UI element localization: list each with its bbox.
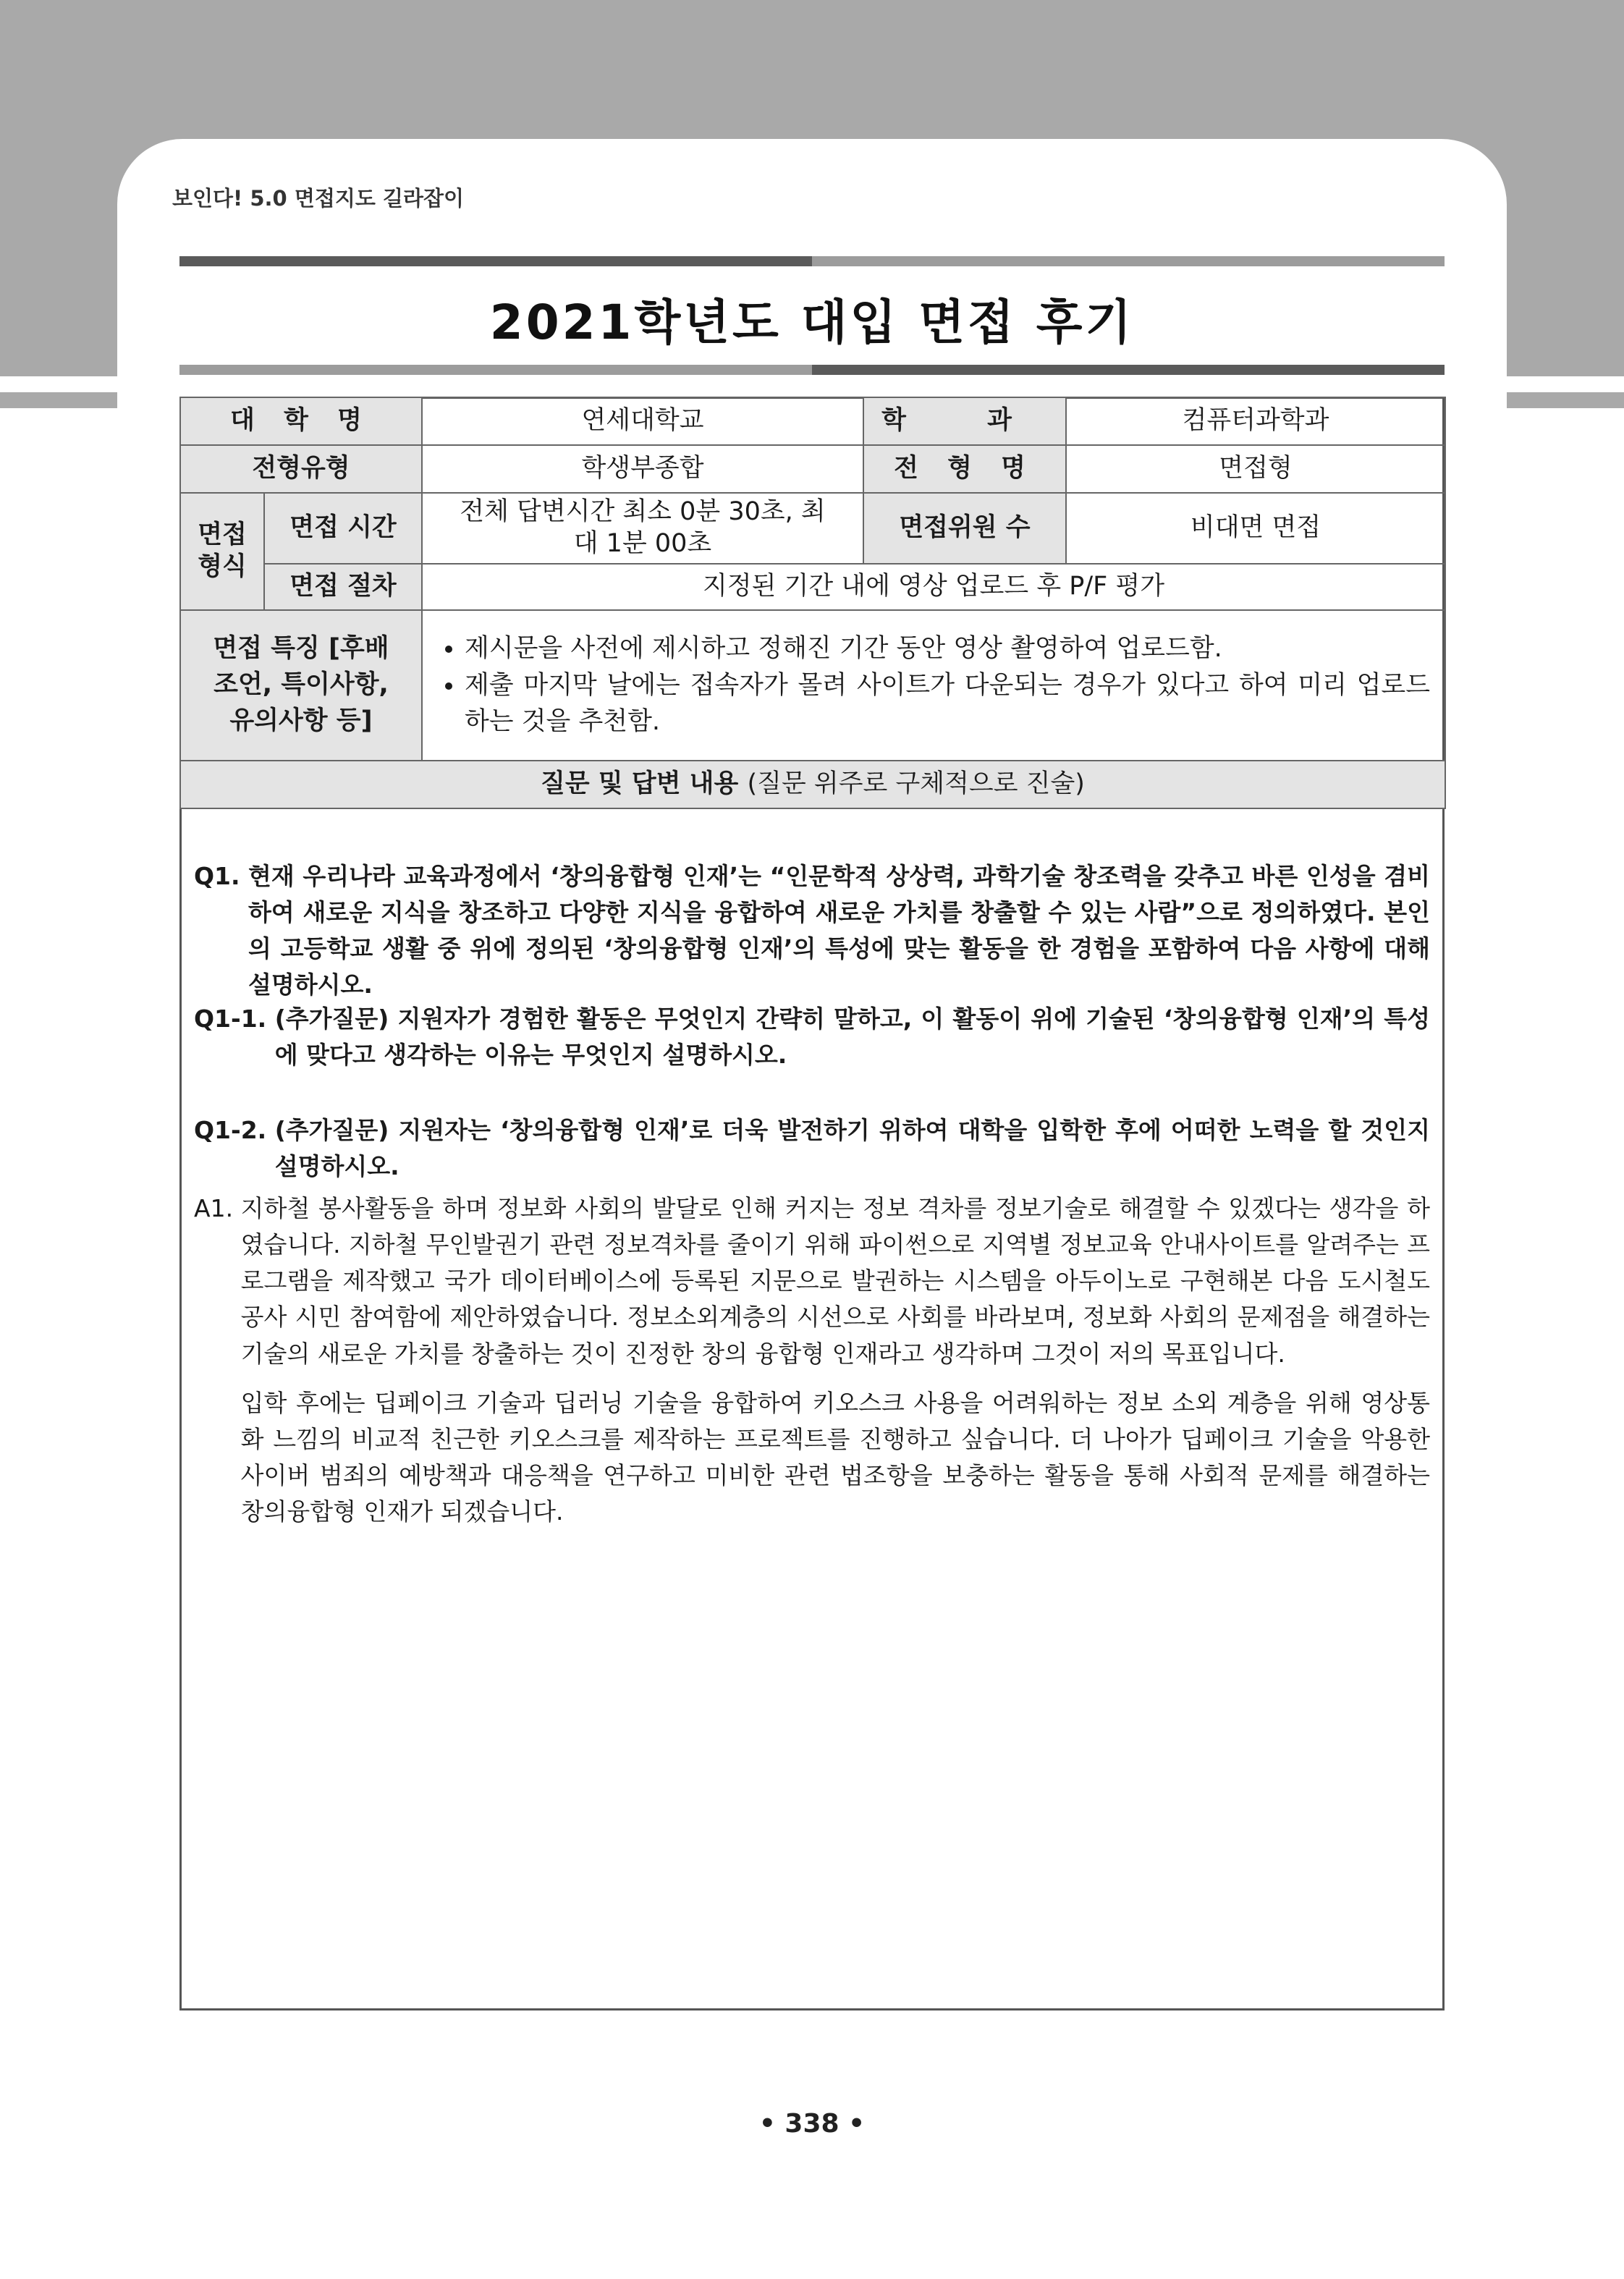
info-row-admission-type — [180, 445, 1445, 493]
interview-time-value: 전체 답변시간 최소 0분 30초, 최대 1분 00초 — [422, 493, 863, 564]
interview-time-label: 면접 시간 — [264, 493, 422, 564]
university-label: 대 학 명 — [180, 397, 422, 445]
info-row-university — [180, 397, 1445, 445]
interview-procedure-label: 면접 절차 — [264, 564, 422, 610]
department-value: 컴퓨터과학과 — [1066, 397, 1445, 445]
interview-features-label: 면접 특징 [후배조언, 특이사항, 유의사항 등] — [180, 610, 422, 761]
title-rule-bottom — [179, 365, 1445, 375]
panel-count-value: 비대면 면접 — [1066, 493, 1445, 564]
university-value: 연세대학교 — [422, 397, 863, 445]
question-number: Q1-2. — [194, 1116, 275, 1144]
left-margin-strip — [0, 392, 117, 408]
admission-name-label: 전 형 명 — [863, 445, 1066, 493]
qa-section-header — [180, 761, 1445, 808]
answer-number: A1. — [194, 1194, 241, 1222]
page-number: • 338 • — [758, 2109, 866, 2139]
question-number: Q1. — [194, 862, 249, 890]
answer-paragraph: 입학 후에는 딥페이크 기술과 딥러닝 기술을 융합하여 키오스크 사용을 어려워하는 정보 소외 계층을 위해 영상통화 느낌의 비교적 친근한 키오스크를 제작하는 프로젝트를 진행하고 싶습니다. 더 나아가 딥페이크 기술을 악용한 사이버 범죄의 예방책과 대응책을 연구하고 미비한 관련 법조항을 보충하는 활동을 통해 사회적 문제를 해결하는 창의융합형 인재가 되겠습니다. — [240, 1388, 1430, 1526]
department-label: 학 과 — [863, 397, 1066, 445]
right-margin-strip — [1507, 392, 1624, 408]
admission-type-label: 전형유형 — [180, 445, 422, 493]
running-header: 보인다! 5.0 면접지도 길라잡이 — [172, 186, 465, 211]
question-text: 현재 우리나라 교육과정에서 ‘창의융합형 인재’는 “인문학적 상상력, 과학기술 창조력을 갖추고 바른 인성을 겸비하여 새로운 지식을 창조하고 다양한 지식을 융합하여 새로운 가치를 창출할 수 있는 사람”으로 정의하였다. 본인의 고등학교 생활 중 위에 정의된 ‘창의융합형 인재’의 특성에 맞는 활동을 한 경험을 포함하여 다음 사항에 대해 설명하시오. — [248, 862, 1430, 999]
answer-a1 — [194, 1191, 1430, 1543]
question-text: (추가질문) 지원자는 ‘창의융합형 인재’로 더욱 발전하기 위하여 대학을 입학한 후에 어떠한 노력을 할 것인지 설명하시오. — [274, 1116, 1430, 1181]
info-row-interview-time — [180, 493, 1445, 564]
feature-item: • 제출 마지막 날에는 접속자가 몰려 사이트가 다운되는 경우가 있다고 하여 미리 업로드 하는 것을 추천함. — [465, 667, 1430, 741]
interview-info-table — [179, 397, 1446, 809]
admission-type-value: 학생부종합 — [422, 445, 863, 493]
qa-header-note: (질문 위주로 구체적으로 진술) — [747, 769, 1085, 799]
interview-features-list — [422, 610, 1445, 761]
question-q1 — [194, 858, 1430, 1004]
interview-procedure-value: 지정된 기간 내에 영상 업로드 후 P/F 평가 — [422, 564, 1445, 610]
info-row-qa-header — [180, 761, 1445, 808]
document-title: 2021학년도 대입 면접 후기 — [489, 295, 1135, 350]
question-q1-1 — [194, 1001, 1430, 1073]
feature-item: • 제시문을 사전에 제시하고 정해진 기간 동안 영상 촬영하여 업로드함. — [465, 630, 1430, 667]
title-rule-top — [179, 256, 1445, 266]
question-text: (추가질문) 지원자가 경험한 활동은 무엇인지 간략히 말하고, 이 활동이 위에 기술된 ‘창의융합형 인재’의 특성에 맞다고 생각하는 이유는 무엇인지 설명하시오. — [274, 1005, 1430, 1070]
qa-header-title: 질문 및 답변 내용 — [541, 769, 739, 799]
info-row-procedure — [180, 564, 1445, 610]
panel-count-label: 면접위원 수 — [863, 493, 1066, 564]
admission-name-value: 면접형 — [1066, 445, 1445, 493]
question-q1-2 — [194, 1112, 1430, 1185]
info-row-features — [180, 610, 1445, 761]
interview-format-label: 면접 형식 — [180, 493, 264, 610]
answer-paragraph: 지하철 봉사활동을 하며 정보화 사회의 발달로 인해 커지는 정보 격차를 정보기술로 해결할 수 있겠다는 생각을 하였습니다. 지하철 무인발권기 관련 정보격차를 줄이기 위해 파이썬으로 지역별 정보교육 안내사이트를 알려주는 프로그램을 제작했고 국가 데이터베이스에 등록된 지문으로 발권하는 시스템을 아두이노로 구현해본 다음 도시철도공사 시민 참여함에 제안하였습니다. 정보소외계층의 시선으로 사회를 바라보며, 정보화 사회의 문제점을 해결하는 기술의 새로운 가치를 창출하는 것이 진정한 창의 융합형 인재라고 생각하며 그것이 저의 목표입니다. — [240, 1194, 1430, 1368]
question-number: Q1-1. — [194, 1005, 275, 1033]
